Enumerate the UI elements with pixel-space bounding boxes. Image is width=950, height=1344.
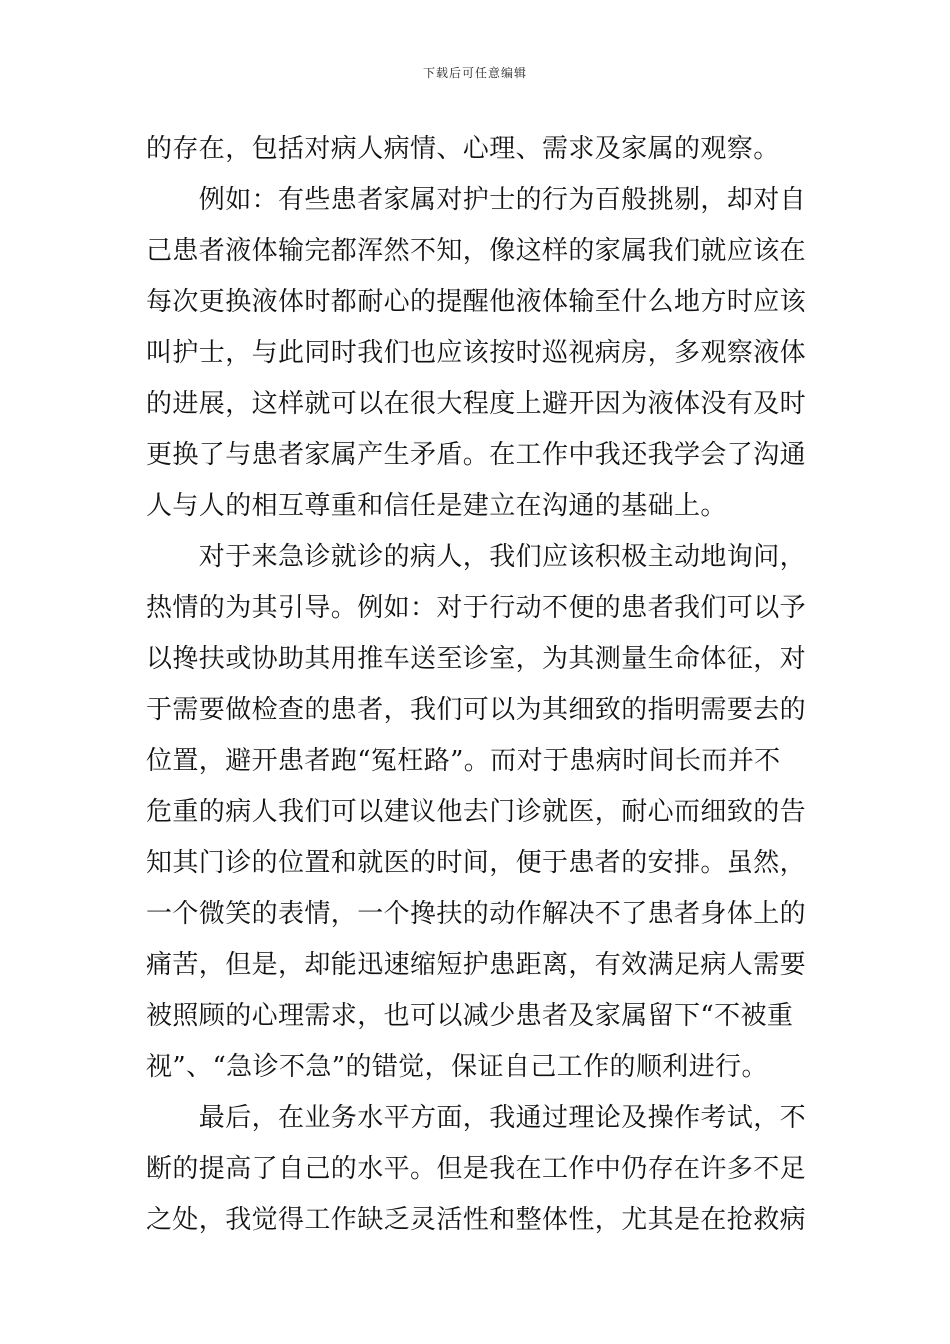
text-line: 一个微笑的表情，一个搀扶的动作解决不了患者身体上的: [146, 899, 807, 929]
text-line: 知其门诊的位置和就医的时间，便于患者的安排。虽然，: [146, 848, 807, 878]
text-line: 的存在，包括对病人病情、心理、需求及家属的观察。: [146, 134, 780, 164]
page-header: 下载后可任意编辑: [422, 66, 527, 80]
text-line: 叫护士，与此同时我们也应该按时巡视病房，多观察液体: [146, 338, 807, 368]
text-line: 己患者液体输完都浑然不知，像这样的家属我们就应该在: [146, 236, 807, 266]
text-line: 以搀扶或协助其用推车送至诊室，为其测量生命体征，对: [146, 644, 807, 674]
text-line: 视”、“急诊不急”的错觉，保证自己工作的顺利进行。: [146, 1052, 768, 1082]
text-line: 之处，我觉得工作缺乏灵活性和整体性，尤其是在抢救病: [146, 1205, 807, 1235]
text-line: 人与人的相互尊重和信任是建立在沟通的基础上。: [146, 491, 727, 521]
text-line: 热情的为其引导。例如：对于行动不便的患者我们可以予: [146, 593, 807, 623]
text-line: 的进展，这样就可以在很大程度上避开因为液体没有及时: [146, 389, 807, 419]
text-line: 位置，避开患者跑“冤枉路”。而对于患病时间长而并不: [146, 746, 781, 776]
text-line: 危重的病人我们可以建议他去门诊就医，耐心而细致的告: [146, 797, 807, 827]
text-line: 例如：有些患者家属对护士的行为百般挑剔，却对自: [146, 185, 807, 215]
text-line: 最后，在业务水平方面，我通过理论及操作考试，不: [146, 1103, 807, 1133]
text-line: 对于来急诊就诊的病人，我们应该积极主动地询问，: [146, 542, 807, 572]
text-line: 于需要做检查的患者，我们可以为其细致的指明需要去的: [146, 695, 807, 725]
text-line: 每次更换液体时都耐心的提醒他液体输至什么地方时应该: [146, 287, 807, 317]
text-line: 断的提高了自己的水平。但是我在工作中仍存在许多不足: [146, 1154, 807, 1184]
text-line: 更换了与患者家属产生矛盾。在工作中我还我学会了沟通: [146, 440, 807, 470]
text-line: 被照顾的心理需求，也可以减少患者及家属留下“不被重: [146, 1001, 794, 1031]
text-line: 痛苦，但是，却能迅速缩短护患距离，有效满足病人需要: [146, 950, 807, 980]
